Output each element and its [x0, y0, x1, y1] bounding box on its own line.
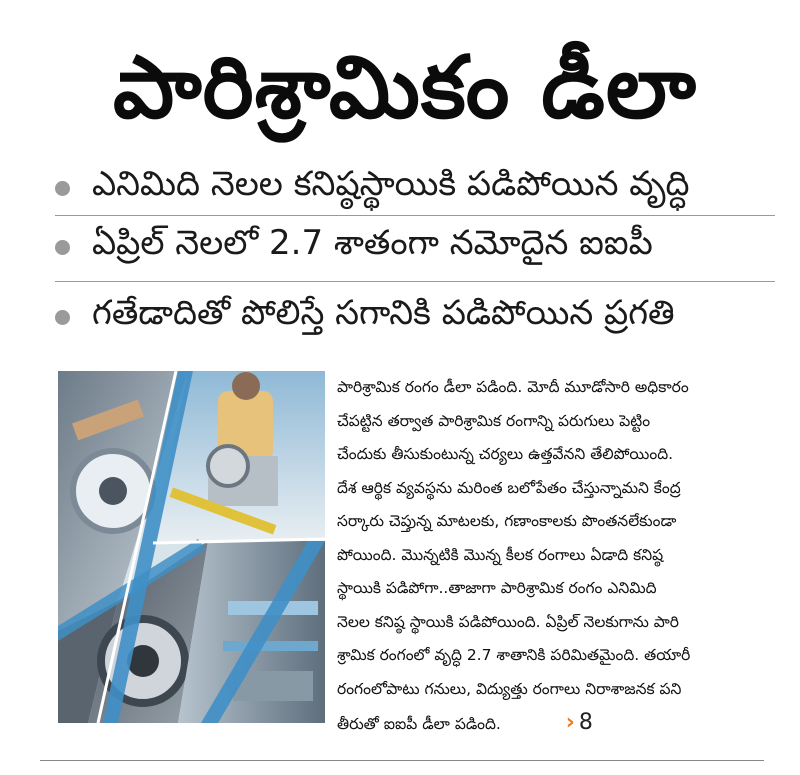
bullet-item-1 [55, 166, 775, 210]
bullet-dot-icon [55, 181, 70, 196]
body-line-last [337, 706, 749, 742]
body-line: దేశ ఆర్థిక వ్యవస్థను మరింత బలోపేతం చేస్తున్నామని కేంద్ర [337, 478, 681, 497]
bullet-dot-icon [55, 310, 70, 325]
body-line: పారిశ్రామిక రంగం డీలా పడింది. మోదీ మూడోసారి అధికారం [337, 378, 689, 396]
industry-photo-collage [58, 371, 325, 723]
bullet-text: ఎనిమిది నెలల కనిష్ఠస్థాయికి పడిపోయిన వృద్ధి [92, 164, 690, 204]
bullet-text: ఏప్రిల్ నెలలో 2.7 శాతంగా నమోదైన ఐఐపీ [92, 223, 653, 263]
bullet-item-2 [55, 225, 775, 269]
body-line: సర్కారు చెప్తున్న మాటలకు, గణాంకాలకు పొంతనలేకుండా [337, 512, 677, 530]
body-line: చేపట్టిన తర్వాత పారిశ్రామిక రంగాన్ని పరుగులు పెట్టిం [337, 411, 651, 430]
bottom-divider [40, 760, 764, 761]
body-line: చేందుకు తీసుకుంటున్న చర్యలు ఉత్తవేనని తేలిపోయింది. [337, 445, 674, 463]
body-line-text: తీరుతో ఐఐపీ డీలా పడింది. [337, 715, 501, 733]
body-line: స్థాయికి పడిపోగా..తాజాగా పారిశ్రామిక రంగం ఎనిమిది [337, 579, 657, 597]
bullet-text: గతేడాదితో పోలిస్తే సగానికి పడిపోయిన ప్రగతి [92, 293, 675, 333]
article-body [337, 371, 749, 742]
headline: పారిశ్రామికం డీలా [113, 38, 697, 138]
continued-page-number: 8 [578, 710, 593, 735]
continued-on-page[interactable] [566, 706, 593, 740]
body-line: నెలల కనిష్ఠ స్థాయికి పడిపోయింది. ఏప్రిల్ నెలకుగాను పారి [337, 612, 679, 631]
body-line: శ్రామిక రంగంలో వృద్ధి 2.7 శాతానికి పరిమితమైంది. తయారీ [337, 646, 691, 664]
divider [55, 215, 775, 216]
divider [55, 281, 775, 282]
chevron-right-icon: › [565, 710, 575, 735]
bullet-dot-icon [55, 240, 70, 255]
body-line: రంగంలోపాటు గనులు, విద్యుత్తు రంగాలు నిరాశాజనక పని [337, 679, 682, 698]
bullet-item-3 [55, 295, 775, 339]
body-line: పోయింది. మొన్నటికి మొన్న కీలక రంగాలు ఏడాది కనిష్ఠ [337, 545, 664, 564]
